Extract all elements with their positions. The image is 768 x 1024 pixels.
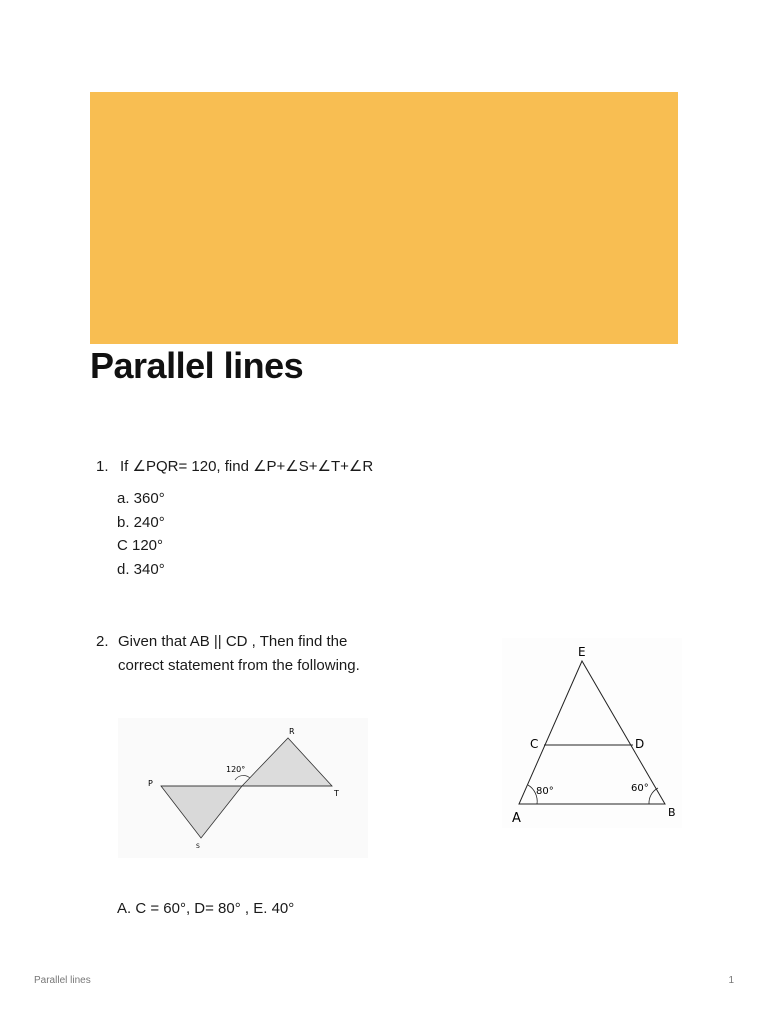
option-c: C 120° xyxy=(117,537,164,554)
question-1-options xyxy=(117,487,165,581)
label-p: P xyxy=(148,779,153,788)
option-d: d. 340° xyxy=(117,560,165,578)
label-t: T xyxy=(334,789,339,798)
figure-triangle-eab xyxy=(502,638,682,828)
label-angle-120: 120° xyxy=(226,765,246,774)
figure-triangles-pqrst xyxy=(118,718,368,858)
question-2-text: Given that AB || CD , Then find the correct statement from the following. xyxy=(118,633,360,674)
label-e: E xyxy=(578,645,586,659)
triangle-qrt xyxy=(242,738,332,786)
label-b: B xyxy=(668,806,676,819)
figure-1-svg xyxy=(118,718,368,858)
page-title: Parallel lines xyxy=(90,345,304,386)
question-1 xyxy=(96,457,373,475)
footer-title: Parallel lines xyxy=(34,975,91,986)
label-d: D xyxy=(635,737,645,751)
option-b: b. 240° xyxy=(117,513,165,531)
figure-2-svg xyxy=(502,638,682,828)
answer-option-a: A. C = 60°, D= 80° , E. 40° xyxy=(117,900,295,917)
question-1-number: 1. xyxy=(96,458,109,475)
question-1-text: If ∠PQR= 120, find ∠P+∠S+∠T+∠R xyxy=(120,458,374,475)
angle-arc-q xyxy=(235,775,250,780)
question-2-number: 2. xyxy=(96,633,109,650)
option-a: a. 360° xyxy=(117,490,165,507)
label-s: S xyxy=(196,843,200,850)
header-banner xyxy=(90,92,678,344)
label-a: A xyxy=(512,811,521,826)
triangle-pqs xyxy=(161,786,242,838)
label-angle-60: 60° xyxy=(631,783,649,794)
question-2 xyxy=(96,630,386,678)
label-c: C xyxy=(530,737,539,751)
page-number: 1 xyxy=(728,975,734,986)
label-r: R xyxy=(289,727,295,736)
label-angle-80: 80° xyxy=(536,786,554,797)
